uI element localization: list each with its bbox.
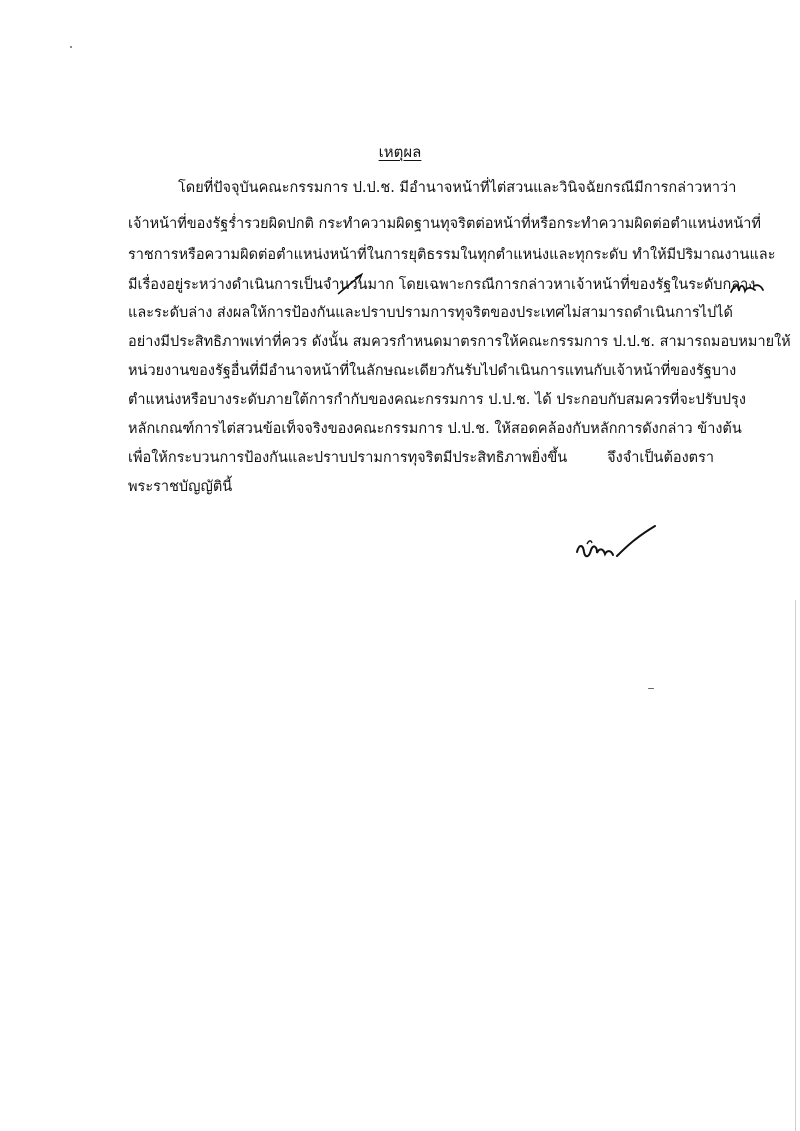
paragraph-line: มีเรื่องอยู่ระหว่างดำเนินการเป็นจำนวนมาก โดยเฉพาะกรณีการกล่าวหาเจ้าหน้าที่ของรัฐในระดับกลาง [128,277,756,293]
paragraph-line: หลักเกณฑ์การไต่สวนข้อเท็จจริงของคณะกรรมการ ป.ป.ช. ให้สอดคล้องกับหลักการดังกล่าว ข้างต้น [128,421,742,437]
scan-edge-line [795,600,796,1131]
document-title [0,141,800,163]
paragraph-line: ราชการหรือความผิดต่อตำแหน่งหน้าที่ในการยุติธรรมในทุกตำแหน่งและทุกระดับ ทำให้มีปริมาณงานและ [128,247,776,263]
paragraph-line: และระดับล่าง ส่งผลให้การป้องกันและปราบปรามการทุจริตของประเทศไม่สามารถดำเนินการไปได้ [128,305,733,321]
title-text: เหตุผล [378,143,422,161]
scan-speck [70,46,72,48]
paragraph-line: หน่วยงานของรัฐอื่นที่มีอำนาจหน้าที่ในลักษณะเดียวกันรับไปดำเนินการแทนกับเจ้าหน้าที่ของรัฐบาง [128,363,737,379]
paragraph-line: พระราชบัญญัตินี้ [128,479,233,495]
signature-mark [573,522,663,572]
scan-speck [648,688,654,689]
paragraph-line: เพื่อให้กระบวนการป้องกันและปราบปรามการทุจริตมีประสิทธิภาพยิ่งขึ้น จึงจำเป็นต้องตรา [128,450,714,466]
paragraph-line: ตำแหน่งหรือบางระดับภายใต้การกำกับของคณะกรรมการ ป.ป.ช. ได้ ประกอบกับสมควรที่จะปรับปรุง [128,392,746,408]
margin-initial-mark [729,278,765,298]
handwritten-correction-mark [335,272,365,298]
paragraph-line: โดยที่ปัจจุบันคณะกรรมการ ป.ป.ช. มีอำนาจหน้าที่ไต่สวนและวินิจฉัยกรณีมีการกล่าวหาว่า [178,180,737,196]
paragraph-line: อย่างมีประสิทธิภาพเท่าที่ควร ดังนั้น สมควรกำหนดมาตรการให้คณะกรรมการ ป.ป.ช. สามารถมอบหมายให้ [128,334,791,350]
paragraph-line: เจ้าหน้าที่ของรัฐร่ำรวยผิดปกติ กระทำความผิดฐานทุจริตต่อหน้าที่หรือกระทำความผิดต่อตำแหน่งหน้าที่ [128,216,761,232]
